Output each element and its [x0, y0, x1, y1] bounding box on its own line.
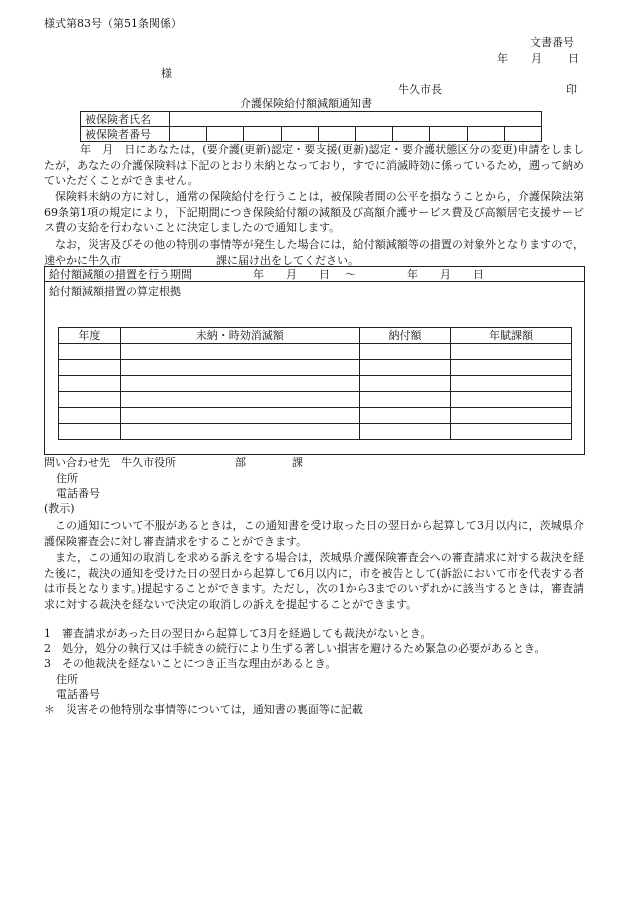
instruction-item-3: 3 その他裁決を経ないことにつき正当な理由があるとき。: [44, 657, 337, 670]
table-cell[interactable]: [359, 360, 450, 376]
insured-number-digit[interactable]: [355, 127, 392, 142]
amount-table: [58, 327, 572, 440]
instruction-phone-label: 電話番号: [56, 688, 100, 701]
issuer: 牛久市長: [398, 83, 442, 96]
table-cell[interactable]: [59, 344, 121, 360]
body-paragraph-3: [44, 237, 584, 268]
date-year: 年: [497, 52, 508, 65]
seal: 印: [566, 83, 577, 96]
table-row: [59, 344, 572, 360]
contact-address-label: 住所: [56, 472, 78, 485]
instruction-note: ＊ 災害その他特別な事情等については，通知書の裏面等に記載: [44, 703, 363, 716]
insured-number-digit[interactable]: [170, 127, 207, 142]
insured-number-label: 被保険者番号: [81, 127, 170, 142]
instruction-item-2: 2 処分，処分の執行又は手続きの続行により生ずる著しい損害を避けるため緊急の必要があるとき。: [44, 642, 546, 655]
insured-number-digit[interactable]: [393, 127, 430, 142]
table-cell[interactable]: [59, 360, 121, 376]
insured-number-row: [81, 127, 542, 142]
table-row: [59, 408, 572, 424]
body-paragraph-2: 保険料未納の方に対し，通常の保険給付を行うことは，被保険者間の公平を損なうことから，介護保険法第69条第1項の規定により，下記期間につき保険給付額の減額及び高額介護サービス費及び高額居宅支援サービス費の支給を行わないことに決定しましたので通知します。: [44, 190, 584, 234]
insured-number-digit[interactable]: [244, 127, 281, 142]
insured-number-digit[interactable]: [207, 127, 244, 142]
period-to: 年 月 日: [407, 268, 484, 281]
instruction-item-1: 1 審査請求があった日の翌日から起算して3月を経過しても裁決がないとき。: [44, 627, 432, 640]
insured-number-digit[interactable]: [281, 127, 318, 142]
instruction-paragraph-2: また，この通知の取消しを求める訴えをする場合は，茨城県介護保険審査会への審査請求に対する裁決を経た後に，裁決の通知を受けた日の翌日から起算して6月以内に，市を被告として(訴訟において市を代表する者は市長となります。)提起することができます。ただし，次の1から3までのいずれかに該当するときは，審査請求に対する裁決を経ないで決定の取消しの訴えを提起することができます。: [44, 551, 584, 611]
contact-inquiry: 問い合わせ先 牛久市役所: [44, 456, 176, 469]
table-cell[interactable]: [59, 376, 121, 392]
form-id: 様式第83号（第51条関係）: [44, 17, 182, 30]
table-cell[interactable]: [451, 408, 572, 424]
table-cell[interactable]: [120, 376, 359, 392]
measure-box: [44, 266, 585, 455]
basis-label: 給付額減額措置の算定根拠: [49, 285, 181, 298]
table-cell[interactable]: [120, 392, 359, 408]
table-row: [59, 424, 572, 440]
table-cell[interactable]: [359, 424, 450, 440]
column-header: 年度: [59, 328, 121, 344]
insured-number-digit[interactable]: [467, 127, 504, 142]
insured-number-digit[interactable]: [504, 127, 541, 142]
table-cell[interactable]: [451, 344, 572, 360]
period-label: 給付額減額の措置を行う期間: [49, 268, 192, 281]
table-cell[interactable]: [59, 424, 121, 440]
table-cell[interactable]: [120, 360, 359, 376]
table-row: [59, 360, 572, 376]
table-cell[interactable]: [359, 392, 450, 408]
table-cell[interactable]: [120, 424, 359, 440]
insured-number-digit[interactable]: [430, 127, 467, 142]
table-cell[interactable]: [59, 392, 121, 408]
body-paragraph-1: 年 月 日にあなたは，(要介護(更新)認定・要支援(更新)認定・要介護状態区分の変更)申請をしましたが，あなたの介護保険料は下記のとおり未納となっており，すでに消滅時効に係っているため，遡って納めていただくことができません。: [44, 143, 584, 187]
period-tilde: ～: [345, 268, 356, 281]
instruction-paragraph-1: この通知について不服があるときは，この通知書を受け取った日の翌日から起算して3月以内に，茨城県介護保険審査会に対し審査請求をすることができます。: [44, 519, 584, 548]
table-row: [59, 376, 572, 392]
table-cell[interactable]: [451, 376, 572, 392]
contact-section: 課: [292, 456, 303, 469]
table-row: [59, 392, 572, 408]
contact-dept: 部: [235, 456, 246, 469]
date-month: 月: [531, 52, 542, 65]
document-title: 介護保険給付額減額通知書: [240, 97, 372, 110]
table-cell[interactable]: [359, 344, 450, 360]
insured-name-field[interactable]: [170, 112, 542, 127]
table-cell[interactable]: [451, 392, 572, 408]
doc-number-label: 文書番号: [530, 36, 574, 49]
insured-name-row: [81, 112, 542, 127]
insured-number-digit[interactable]: [318, 127, 355, 142]
table-cell[interactable]: [59, 408, 121, 424]
contact-phone-label: 電話番号: [56, 487, 100, 500]
date-day: 日: [568, 52, 579, 65]
amount-table-header: [59, 328, 572, 344]
instruction-heading: (教示): [44, 502, 75, 515]
body-paragraph-3a: なお，災害及びその他の特別の事情等が発生した場合には，給付額減額等の措置の対象外となりますので，速やかに牛久市: [44, 238, 584, 267]
column-header: 年賦課額: [451, 328, 572, 344]
table-cell[interactable]: [120, 344, 359, 360]
insured-name-label: 被保険者氏名: [81, 112, 170, 127]
instruction-address-label: 住所: [56, 673, 78, 686]
addressee-honorific: 様: [161, 67, 172, 80]
period-from: 年 月 日: [253, 268, 330, 281]
insured-table: [80, 111, 542, 142]
table-cell[interactable]: [359, 408, 450, 424]
column-header: 未納・時効消滅額: [120, 328, 359, 344]
table-cell[interactable]: [120, 408, 359, 424]
table-cell[interactable]: [451, 360, 572, 376]
body-paragraph-3b: 課に届け出をしてください。: [216, 253, 359, 267]
table-cell[interactable]: [451, 424, 572, 440]
column-header: 納付額: [359, 328, 450, 344]
table-cell[interactable]: [359, 376, 450, 392]
